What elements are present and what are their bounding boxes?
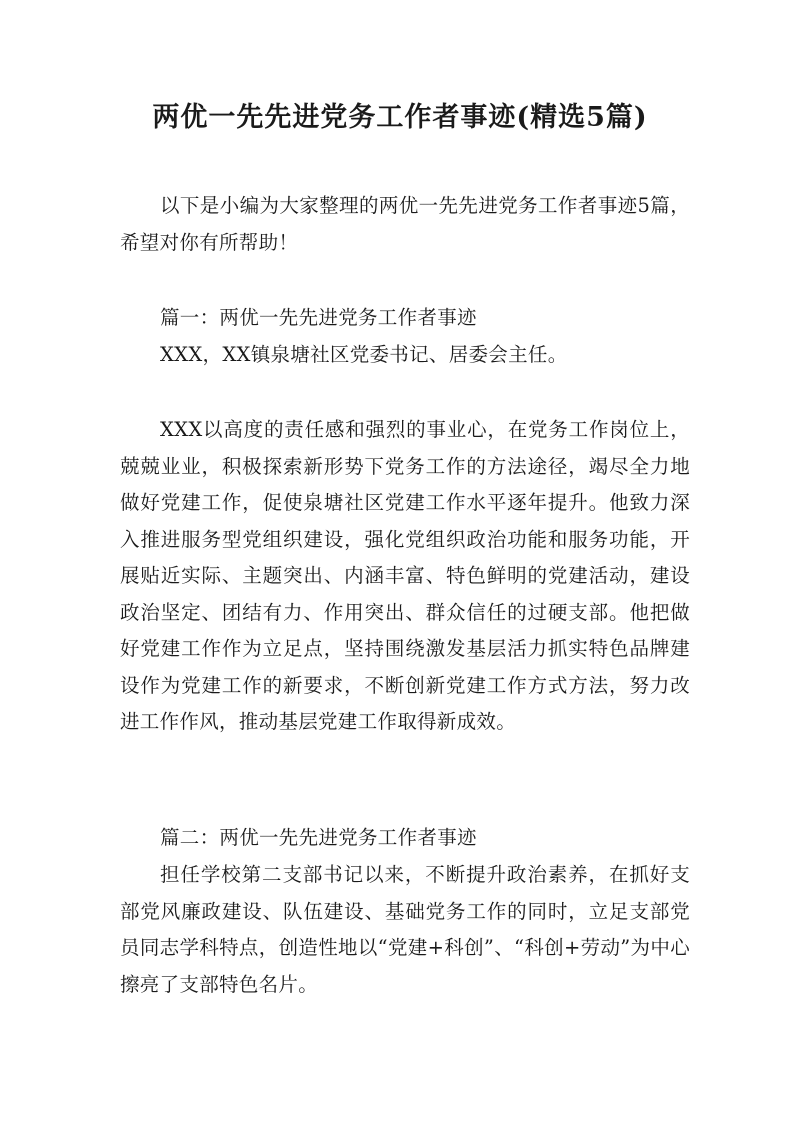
section1-subtitle: XXX，XX镇泉塘社区党委书记、居委会主任。 xyxy=(160,343,568,366)
document-title: 两优一先先进党务工作者事迹(精选5篇) xyxy=(152,102,648,133)
section2-heading: 篇二：两优一先先进党务工作者事迹 xyxy=(160,826,477,849)
section1-heading: 篇一：两优一先先进党务工作者事迹 xyxy=(160,306,477,329)
section2-body: 担任学校第二支部书记以来，不断提升政治素养，在抓好支部党风廉政建设、队伍建设、基础党务工作的同时，立足支部党员同志学科特点，创造性地以“党建+科创”、“科创+劳动”为中心擦亮了支部特色名片。 xyxy=(120,863,690,996)
intro-paragraph: 以下是小编为大家整理的两优一先先进党务工作者事迹5篇，希望对你有所帮助！ xyxy=(120,194,690,254)
section1-body: XXX以高度的责任感和强烈的事业心，在党务工作岗位上，兢兢业业，积极探索新形势下党务工作的方法途径，竭尽全力地做好党建工作，促使泉塘社区党建工作水平逐年提升。他致力深入推进服务型党组织建设，强化党组织政治功能和服务功能，开展贴近实际、主题突出、内涵丰富、特色鲜明的党建活动，建设政治坚定、团结有力、作用突出、群众信任的过硬支部。他把做好党建工作作为立足点，坚持围绕激发基层活力抓实特色品牌建设作为党建工作的新要求，不断创新党建工作方式方法，努力改进工作作风，推动基层党建工作取得新成效。 xyxy=(120,418,690,733)
